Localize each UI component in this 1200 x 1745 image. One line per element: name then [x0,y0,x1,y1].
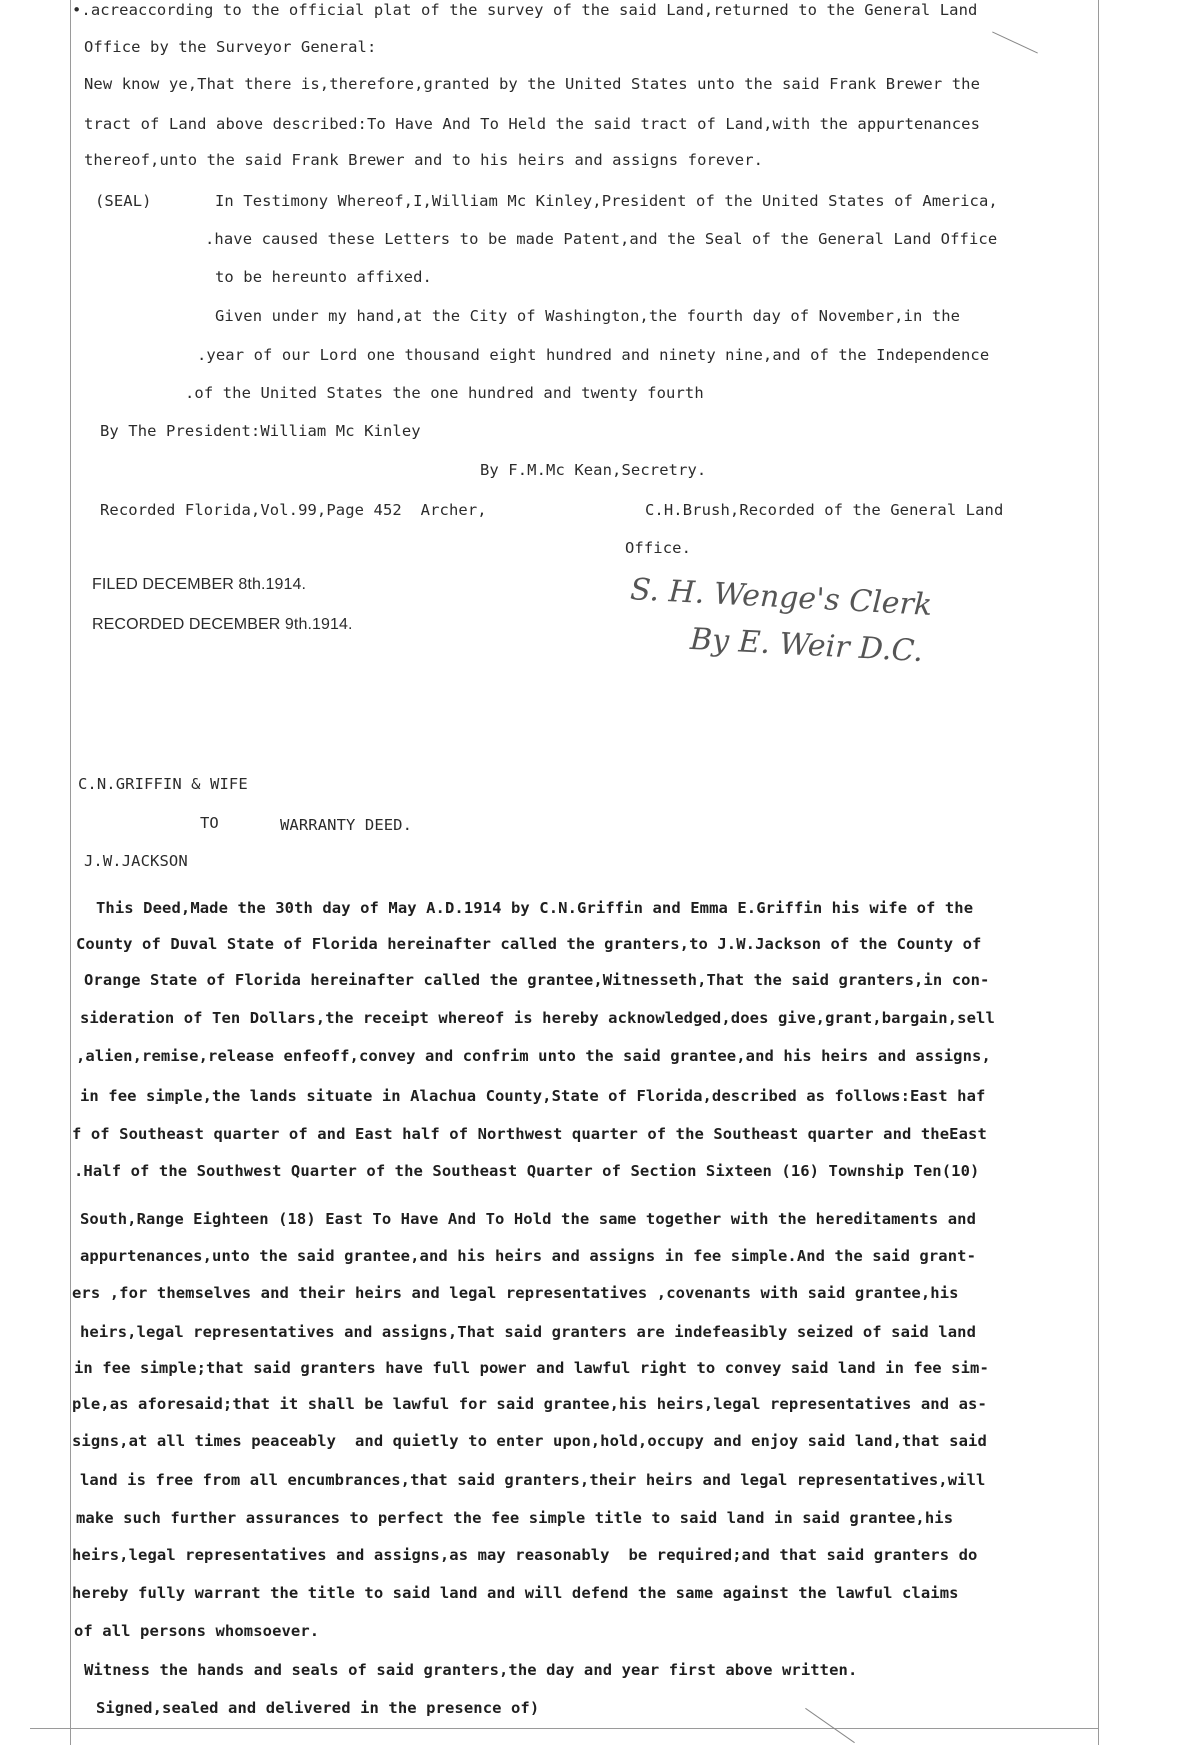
seal-label: (SEAL) [95,192,152,210]
recorded-date: RECORDED DECEMBER 9th.1914. [92,616,353,633]
pen-stroke [992,31,1038,53]
deed-line: County of Duval State of Florida hereinafter called the granters,to J.W.Jackson of the County of [76,935,982,953]
deed-line: ers ,for themselves and their heirs and legal representatives ,covenants with said grantee,his [72,1284,959,1302]
deed-line: ,alien,remise,release enfeoff,convey and confrim unto the said grantee,and his heirs and assigns, [76,1047,991,1065]
deed-line: in fee simple;that said granters have full power and lawful right to convey said land in fee sim- [74,1359,989,1377]
patent-line: Office. [625,539,692,557]
deed-line: signs,at all times peaceably and quietly to enter upon,hold,occupy and enjoy said land,that said [72,1432,987,1450]
bottom-edge-rule [30,1728,1098,1729]
deed-to: TO [200,814,219,832]
right-margin-rule [1098,0,1099,1745]
deed-line: hereby fully warrant the title to said land and will defend the same against the lawful claims [72,1584,959,1602]
patent-line: .year of our Lord one thousand eight hundred and ninety nine,and of the Independence [197,346,990,364]
deputy-signature: By E. Weir D.C. [689,621,924,670]
left-margin-rule [70,0,71,1745]
deed-line: f of Southeast quarter of and East half of Northwest quarter of the Southeast quarter and theEast [72,1125,987,1143]
patent-line: In Testimony Whereof,I,William Mc Kinley,President of the United States of America, [215,192,998,210]
pen-stroke [805,1708,855,1743]
deed-type: WARRANTY DEED. [280,816,413,834]
patent-line: .have caused these Letters to be made Patent,and the Seal of the General Land Office [205,230,998,248]
deed-line: in fee simple,the lands situate in Alachua County,State of Florida,described as follows:East haf [80,1087,986,1105]
patent-line: tract of Land above described:To Have And To Held the said tract of Land,with the appurtenances [84,115,981,133]
deed-line: sideration of Ten Dollars,the receipt whereof is hereby acknowledged,does give,grant,bargain,sell [80,1009,995,1027]
deed-line: make such further assurances to perfect the fee simple title to said land in said grantee,his [76,1509,954,1527]
patent-line: Office by the Surveyor General: [84,38,377,56]
patent-line: •.acreaccording to the official plat of the survey of the said Land,returned to the General Land [72,1,978,19]
deed-line: Orange State of Florida hereinafter called the grantee,Witnesseth,That the said granters,in con- [84,971,990,989]
patent-line: C.H.Brush,Recorded of the General Land [645,501,1004,519]
deed-line: ple,as aforesaid;that it shall be lawful for said grantee,his heirs,legal representatives and as- [72,1395,987,1413]
patent-line: Recorded Florida,Vol.99,Page 452 Archer, [100,501,487,519]
deed-line: heirs,legal representatives and assigns,as may reasonably be required;and that said granters do [72,1546,978,1564]
patent-line: By The President:William Mc Kinley [100,422,421,440]
deed-grantor: C.N.GRIFFIN & WIFE [78,775,248,793]
deed-line: of all persons whomsoever. [74,1622,320,1640]
deed-line: Witness the hands and seals of said granters,the day and year first above written. [84,1661,858,1679]
patent-line: thereof,unto the said Frank Brewer and to his heirs and assigns forever. [84,151,764,169]
deed-line: .Half of the Southwest Quarter of the Southeast Quarter of Section Sixteen (16) Township Ten(10) [74,1162,980,1180]
deed-line: South,Range Eighteen (18) East To Have And To Hold the same together with the hereditaments and [80,1210,977,1228]
deed-line: heirs,legal representatives and assigns,That said granters are indefeasibly seized of said land [80,1323,977,1341]
patent-line: New know ye,That there is,therefore,granted by the United States unto the said Frank Brewer the [84,75,981,93]
deed-line: Signed,sealed and delivered in the presence of) [96,1699,540,1717]
clerk-signature: S. H. Wenge's Clerk [629,572,933,623]
filed-date: FILED DECEMBER 8th.1914. [92,576,307,593]
patent-line: By F.M.Mc Kean,Secretry. [480,461,707,479]
deed-line: This Deed,Made the 30th day of May A.D.1914 by C.N.Griffin and Emma E.Griffin his wife of the [96,899,974,917]
patent-line: Given under my hand,at the City of Washington,the fourth day of November,in the [215,307,961,325]
patent-line: to be hereunto affixed. [215,268,432,286]
patent-line: .of the United States the one hundred and twenty fourth [185,384,704,402]
deed-grantee: J.W.JACKSON [84,852,188,870]
deed-line: land is free from all encumbrances,that said granters,their heirs and legal representatives,will [80,1471,986,1489]
deed-line: appurtenances,unto the said grantee,and his heirs and assigns in fee simple.And the said grant- [80,1247,977,1265]
